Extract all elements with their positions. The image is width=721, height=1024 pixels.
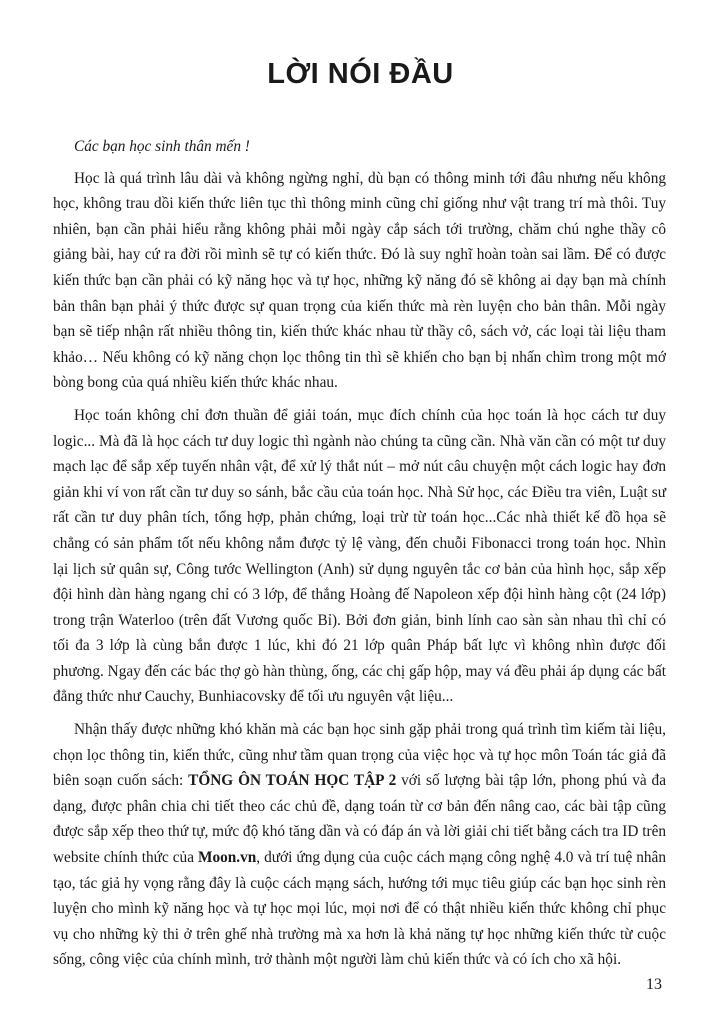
paragraph-3-end: , dưới ứng dụng của cuộc cách mạng công nghệ 4.0 và trí tuệ nhân tạo, tác giả hy vọng rằng đây là cuộc cách mạng sách, hướng tới mục tiêu giúp các bạn học sinh rèn luyện cho mình kỹ năng học và tự học mọi lúc, mọi nơi để có thật nhiều kiến thức không chỉ phục vụ cho những kỳ thi ở trên ghế nhà trường mà xa hơn là khả năng tự học những kiến thức từ cuộc sống, công việc của chính mình, trở thành một người làm chủ kiến thức và có ích cho xã hội.	[53, 849, 666, 969]
paragraph-3-intro: Nhận thấy được những khó khăn mà các bạn học sinh gặp phải trong quá trình tìm kiếm tài liệu, chọn lọc thông tin, kiến thức, cũng như tầm quan trọng của việc học và tự học môn Toán tác giả đã biên soạn cuốn sách:	[53, 721, 666, 790]
book-title: TỔNG ÔN TOÁN HỌC TẬP 2	[188, 772, 397, 790]
page-number: 13	[646, 976, 662, 993]
paragraph-3-middle: với số lượng bài tập lớn, phong phú và đa dạng, được phân chia chi tiết theo các chủ đề, dạng toán từ cơ bản đến nâng cao, các bài tập cũng được sắp xếp theo thứ tự, mức độ khó tăng dần và có đáp án và lời giải chi tiết bằng cách tra ID trên website chính thức của	[53, 772, 667, 867]
website-name: Moon.vn	[198, 849, 257, 867]
body-text	[53, 134, 666, 980]
paragraph-3	[53, 717, 666, 973]
paragraph-2: Học toán không chỉ đơn thuần để giải toán, mục đích chính của học toán là học cách tư duy logic... Mà đã là học cách tư duy logic thì ngành nào chúng ta cũng cần. Nhà văn cần có một tư duy mạch lạc để sắp xếp tuyến nhân vật, để xử lý thắt nút – mở nút câu chuyện một cách logic hay đơn giản khi ví von rất cần tư duy so sánh, bắc cầu của toán học. Nhà Sử học, các Điều tra viên, Luật sư rất cần tư duy phân tích, tổng hợp, phản chứng, loại trừ từ toán học...Các nhà thiết kế đồ họa sẽ chẳng có sản phẩm tốt nếu không nắm được tỷ lệ vàng, đến chuỗi Fibonacci trong toán học. Nhìn lại lịch sử quân sự, Công tước Wellington (Anh) sử dụng nguyên tắc cơ bản của hình học, sắp xếp đội hình dàn hàng ngang chỉ có 3 lớp, để thắng Hoàng đế Napoleon xếp đội hình hàng cột (24 lớp) trong trận Waterloo (trên đất Vương quốc Bỉ). Bởi đơn giản, binh lính cao sàn sàn nhau thì chỉ có tối đa 3 lớp là cùng bắn được 1 lúc, khi đó 21 lớp quân Pháp bất lực vì không nhìn được đối phương. Ngay đến các bác thợ gò hàn thùng, ống, các chị gấp hộp, may vá đều phải áp dụng các bất đẳng thức như Cauchy, Bunhiacovsky để tối ưu nguyên vật liệu...	[53, 406, 666, 706]
paragraph-1: Học là quá trình lâu dài và không ngừng nghỉ, dù bạn có thông minh tới đâu nhưng nếu không học, không trau dồi kiến thức liên tục thì thông minh cũng chỉ giống như vật trang trí mà thôi. Tuy nhiên, bạn cần phải hiểu rằng không phải mỗi ngày cắp sách tới trường, chăm chú nghe thầy cô giảng bài, hay cứ ra đời rồi mình sẽ tự có kiến thức. Đó là suy nghĩ hoàn toàn sai lầm. Để có được kiến thức bạn cần phải có kỹ năng học và tự học, những kỹ năng đó sẽ không ai dạy bạn mà chính bản thân bạn phải ý thức được sự quan trọng của kiến thức mà rèn luyện cho bản thân. Mỗi ngày bạn sẽ tiếp nhận rất nhiều thông tin, kiến thức khác nhau từ thầy cô, sách vở, các loại tài liệu tham khảo… Nếu không có kỹ năng chọn lọc thông tin thì sẽ khiến cho bạn bị nhấn chìm trong một mớ bòng bong của quá nhiều kiến thức khác nhau.	[53, 169, 666, 392]
page-title: LỜI NÓI ĐẦU	[267, 58, 454, 90]
greeting: Các bạn học sinh thân mến !	[74, 138, 250, 155]
